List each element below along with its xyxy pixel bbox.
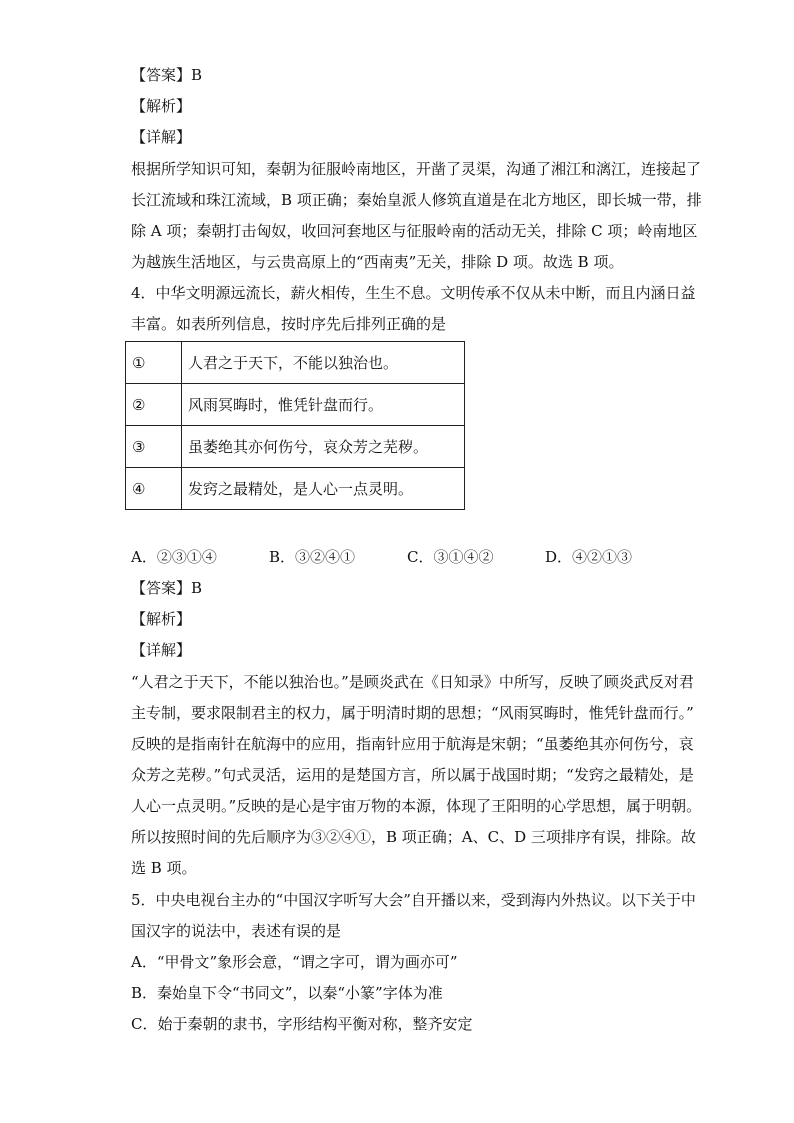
q5-stem-line: 国汉字的说法中，表述有误的是 bbox=[131, 922, 342, 940]
q5-stem-line: 5．中央电视台主办的“中国汉字听写大会”自开播以来，受到海内外热议。以下关于中 bbox=[131, 891, 696, 909]
q4-explanation-line: “人君之于天下，不能以独治也。”是顾炎武在《日知录》中所写，反映了顾炎武反对君 bbox=[131, 673, 694, 691]
table-row bbox=[126, 468, 465, 510]
q4-explanation-line: 主专制，要求限制君主的权力，属于明清时期的思想；“风雨冥晦时，惟凭针盘而行。” bbox=[131, 704, 694, 722]
q3-answer: 【答案】B bbox=[131, 66, 203, 84]
option-a: A．②③①④ bbox=[131, 548, 217, 566]
option-c: C．③①④② bbox=[407, 548, 494, 566]
table-row bbox=[126, 384, 465, 426]
q4-detail-label: 【详解】 bbox=[131, 641, 192, 659]
option-b: B．③②④① bbox=[269, 548, 356, 566]
row-quote: 风雨冥晦时，惟凭针盘而行。 bbox=[182, 384, 465, 426]
table-row bbox=[126, 426, 465, 468]
option-d: D．④②①③ bbox=[545, 548, 633, 566]
row-quote: 人君之于天下，不能以独治也。 bbox=[182, 342, 465, 384]
table-row bbox=[126, 342, 465, 384]
q3-explanation-line: 长江流域和珠江流域，B 项正确；秦始皇派人修筑直道是在北方地区，即长城一带，排 bbox=[131, 191, 702, 209]
q5-option-c: C．始于秦朝的隶书，字形结构平衡对称，整齐安定 bbox=[131, 1015, 473, 1033]
q4-explanation-line: 反映的是指南针在航海中的应用，指南针应用于航海是宋朝；“虽萎绝其亦何伤兮，哀 bbox=[131, 735, 694, 753]
q3-explanation-line: 除 A 项；秦朝打击匈奴，收回河套地区与征服岭南的活动无关，排除 C 项；岭南地区 bbox=[131, 222, 698, 240]
row-quote: 虽萎绝其亦何伤兮，哀众芳之芜秽。 bbox=[182, 426, 465, 468]
q5-option-b: B．秦始皇下令“书同文”，以秦“小篆”字体为准 bbox=[131, 984, 443, 1002]
row-number: ④ bbox=[126, 468, 182, 510]
q4-explanation-line: 人心一点灵明。”反映的是心是宇宙万物的本源，体现了王阳明的心学思想，属于明朝。 bbox=[131, 797, 702, 815]
row-number: ① bbox=[126, 342, 182, 384]
q4-explanation-line: 选 B 项。 bbox=[131, 859, 197, 877]
q4-options bbox=[131, 547, 683, 567]
row-number: ② bbox=[126, 384, 182, 426]
q4-explanation-line: 所以按照时间的先后顺序为③②④①，B 项正确；A、C、D 三项排序有误，排除。故 bbox=[131, 828, 696, 846]
q3-explanation-line: 为越族生活地区，与云贵高原上的“西南夷”无关，排除 D 项。故选 B 项。 bbox=[131, 253, 624, 271]
q4-explanation-line: 众芳之芜秽。”句式灵活，运用的是楚国方言，所以属于战国时期；“发窍之最精处，是 bbox=[131, 766, 694, 784]
q4-stem-line: 丰富。如表所列信息，按时序先后排列正确的是 bbox=[131, 315, 447, 333]
q4-answer: 【答案】B bbox=[131, 579, 203, 597]
q4-analysis-label: 【解析】 bbox=[131, 610, 192, 628]
q4-quote-table bbox=[125, 341, 465, 510]
q3-analysis-label: 【解析】 bbox=[131, 97, 192, 115]
q5-option-a: A．“甲骨文”象形会意，“谓之字可，谓为画亦可” bbox=[131, 953, 458, 971]
q4-stem-line: 4．中华文明源远流长，薪火相传，生生不息。文明传承不仅从未中断，而且内涵日益 bbox=[131, 284, 696, 302]
q3-explanation-line: 根据所学知识可知，秦朝为征服岭南地区，开凿了灵渠，沟通了湘江和漓江，连接起了 bbox=[131, 160, 702, 178]
q3-detail-label: 【详解】 bbox=[131, 128, 192, 146]
row-quote: 发窍之最精处，是人心一点灵明。 bbox=[182, 468, 465, 510]
row-number: ③ bbox=[126, 426, 182, 468]
